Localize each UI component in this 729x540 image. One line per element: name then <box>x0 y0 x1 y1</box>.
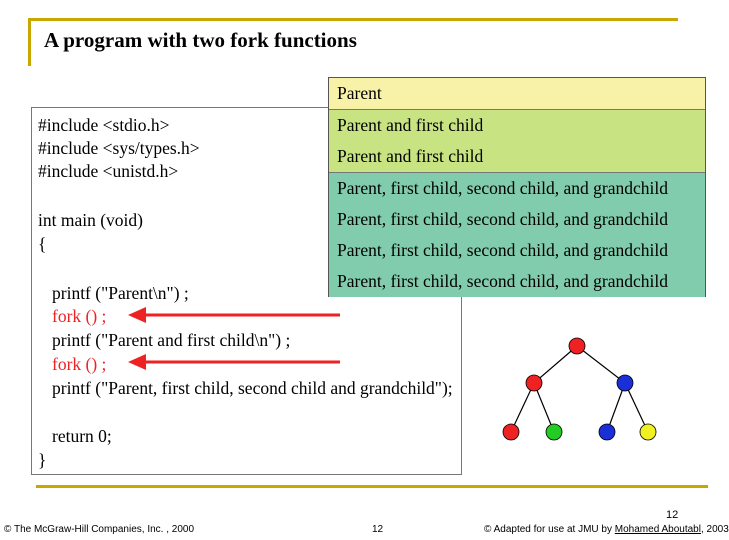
tree-node-leaf-3 <box>599 424 615 440</box>
page-number: 12 <box>666 509 679 521</box>
tree-node-right <box>617 375 633 391</box>
code-line-include-types: #include <sys/types.h> <box>38 138 200 158</box>
author-link[interactable]: Mohamed Aboutabl <box>614 524 701 535</box>
output-row-grandchild-3: Parent, first child, second child, and grandchild <box>329 235 705 266</box>
tree-node-left <box>526 375 542 391</box>
code-line-fork-1: fork () ; <box>52 306 107 326</box>
code-line-include-unistd: #include <unistd.h> <box>38 161 179 181</box>
footer-attribution-prefix: © Adapted for use at JMU by <box>484 524 615 535</box>
code-line-close-brace: } <box>38 450 47 470</box>
footer-rule <box>36 485 708 488</box>
fork-arrow-1 <box>128 307 340 323</box>
output-row-grandchild-1: Parent, first child, second child, and grandchild <box>329 173 705 204</box>
tree-node-leaf-1 <box>503 424 519 440</box>
fork-arrow-2 <box>128 354 340 370</box>
code-line-fork-2: fork () ; <box>52 354 107 374</box>
footer-attribution <box>484 524 729 535</box>
code-line-return: return 0; <box>52 426 112 446</box>
footer-attribution-suffix: , 2003 <box>700 524 729 535</box>
slide-title: A program with two fork functions <box>44 28 357 52</box>
tree-node-leaf-4 <box>640 424 656 440</box>
code-line-open-brace: { <box>38 234 47 254</box>
process-tree <box>490 330 690 450</box>
footer-center-page: 12 <box>372 524 384 535</box>
tree-node-root <box>569 338 585 354</box>
code-line-include-stdio: #include <stdio.h> <box>38 115 170 135</box>
output-row-first-child-1: Parent and first child <box>329 110 705 141</box>
code-line-main: int main (void) <box>38 210 143 230</box>
code-line-printf-parent: printf ("Parent\n") ; <box>52 283 189 303</box>
tree-node-leaf-2 <box>546 424 562 440</box>
output-row-grandchild-2: Parent, first child, second child, and grandchild <box>329 204 705 235</box>
output-row-parent: Parent <box>329 78 705 109</box>
output-row-grandchild-4: Parent, first child, second child, and grandchild <box>329 266 705 297</box>
code-line-printf-first-child: printf ("Parent and first child\n") ; <box>52 330 291 350</box>
footer-copyright: © The McGraw-Hill Companies, Inc. , 2000 <box>4 524 195 535</box>
output-row-first-child-2: Parent and first child <box>329 141 705 172</box>
code-line-printf-grandchild: printf ("Parent, first child, second child and grandchild"); <box>52 378 453 398</box>
